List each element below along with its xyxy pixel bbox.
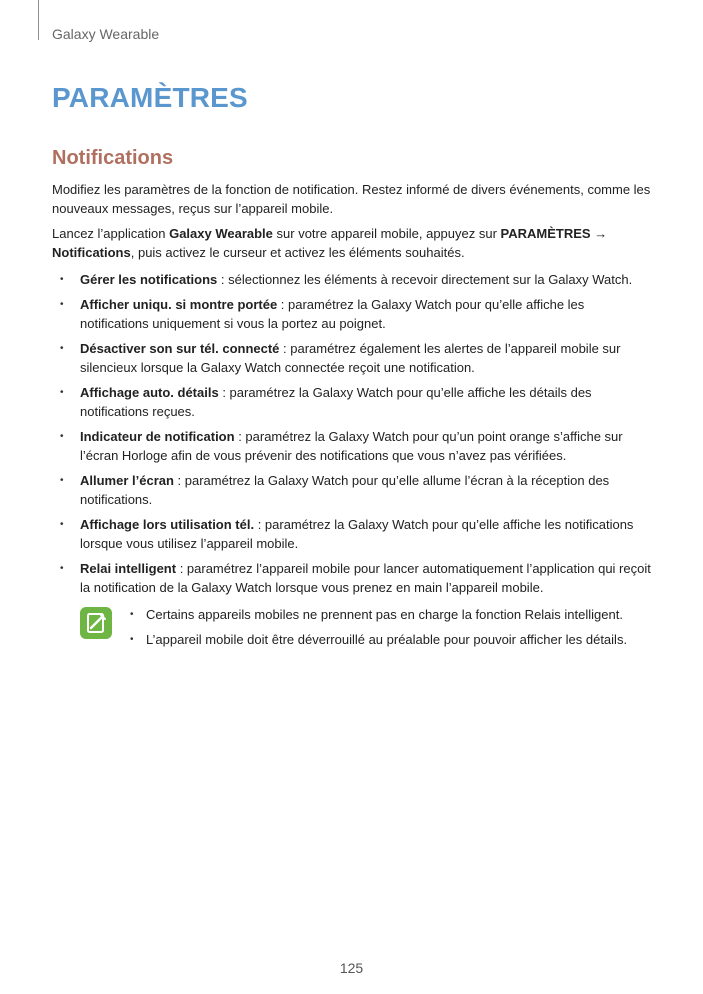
item-desc: : paramétrez la Galaxy Watch pour qu’un point orange s’affiche sur l’écran Horloge afin de vous prévenir des notifications que vous n’avez pas vérifiées. — [80, 429, 623, 463]
item-desc: : paramétrez la Galaxy Watch pour qu’elle affiche les notifications uniquement si vous la portez au poignet. — [80, 297, 585, 331]
note-item: • L’appareil mobile doit être déverrouillé au préalable pour pouvoir afficher les détails. — [128, 630, 652, 649]
section-title: Notifications — [52, 147, 174, 169]
instructions-text-1: Lancez l’application — [52, 226, 170, 241]
item-desc: : paramétrez l’appareil mobile pour lancer automatiquement l’application qui reçoit la notification de la Galaxy Watch lorsque vous prenez en main l’appareil mobile. — [80, 561, 651, 595]
list-item — [52, 339, 652, 377]
list-item — [52, 515, 652, 553]
item-desc: : paramétrez la Galaxy Watch pour qu’elle allume l’écran à la réception des notifications. — [80, 473, 610, 507]
item-term: Désactiver son sur tél. connecté — [80, 341, 280, 356]
page-number: 125 — [339, 960, 364, 976]
list-item — [52, 295, 652, 333]
settings-list — [52, 270, 652, 597]
list-item — [52, 471, 652, 509]
menu-path-settings: PARAMÈTRES — [500, 226, 591, 241]
instructions-text-2: sur votre appareil mobile, appuyez sur — [272, 226, 501, 241]
menu-path-notifications: Notifications — [52, 245, 131, 260]
item-desc: : paramétrez la Galaxy Watch pour qu’elle affiche les notifications lorsque vous utilisez l’appareil mobile. — [80, 517, 634, 551]
item-term: Indicateur de notification — [80, 429, 235, 444]
item-term: Afficher uniqu. si montre portée — [80, 297, 278, 312]
list-item — [52, 383, 652, 421]
intro-paragraph: Modifiez les paramètres de la fonction de notification. Restez informé de divers événements, comme les nouveaux messages, reçus sur l’appareil mobile. — [52, 182, 651, 216]
list-item — [52, 559, 652, 597]
item-term: Gérer les notifications — [80, 272, 218, 287]
app-name: Galaxy Wearable — [169, 226, 273, 241]
page-title: PARAMÈTRES — [52, 82, 248, 113]
note-list — [128, 605, 652, 649]
arrow-separator: → — [590, 226, 608, 241]
note-pencil-icon — [80, 607, 112, 639]
item-term: Relai intelligent — [80, 561, 177, 576]
item-desc: : paramétrez également les alertes de l’appareil mobile sur silencieux lorsque la Galaxy Watch connectée reçoit une notification. — [80, 341, 621, 375]
instructions-paragraph — [52, 224, 652, 262]
list-item — [52, 427, 652, 465]
note-item: • Certains appareils mobiles ne prennent pas en charge la fonction Relais intelligent. — [128, 605, 652, 624]
item-term: Affichage lors utilisation tél. — [80, 517, 255, 532]
instructions-text-3: , puis activez le curseur et activez les éléments souhaités. — [130, 245, 465, 260]
item-term: Allumer l’écran — [80, 473, 174, 488]
content-body — [52, 180, 652, 655]
list-item — [52, 270, 652, 289]
note-box — [52, 605, 652, 649]
item-desc: : sélectionnez les éléments à recevoir directement sur la Galaxy Watch. — [217, 272, 633, 287]
item-desc: : paramétrez la Galaxy Watch pour qu’elle affiche les détails des notifications reçues. — [80, 385, 592, 419]
item-term: Affichage auto. détails — [80, 385, 219, 400]
running-header: Galaxy Wearable — [52, 26, 160, 42]
page-edge-divider — [38, 0, 39, 40]
